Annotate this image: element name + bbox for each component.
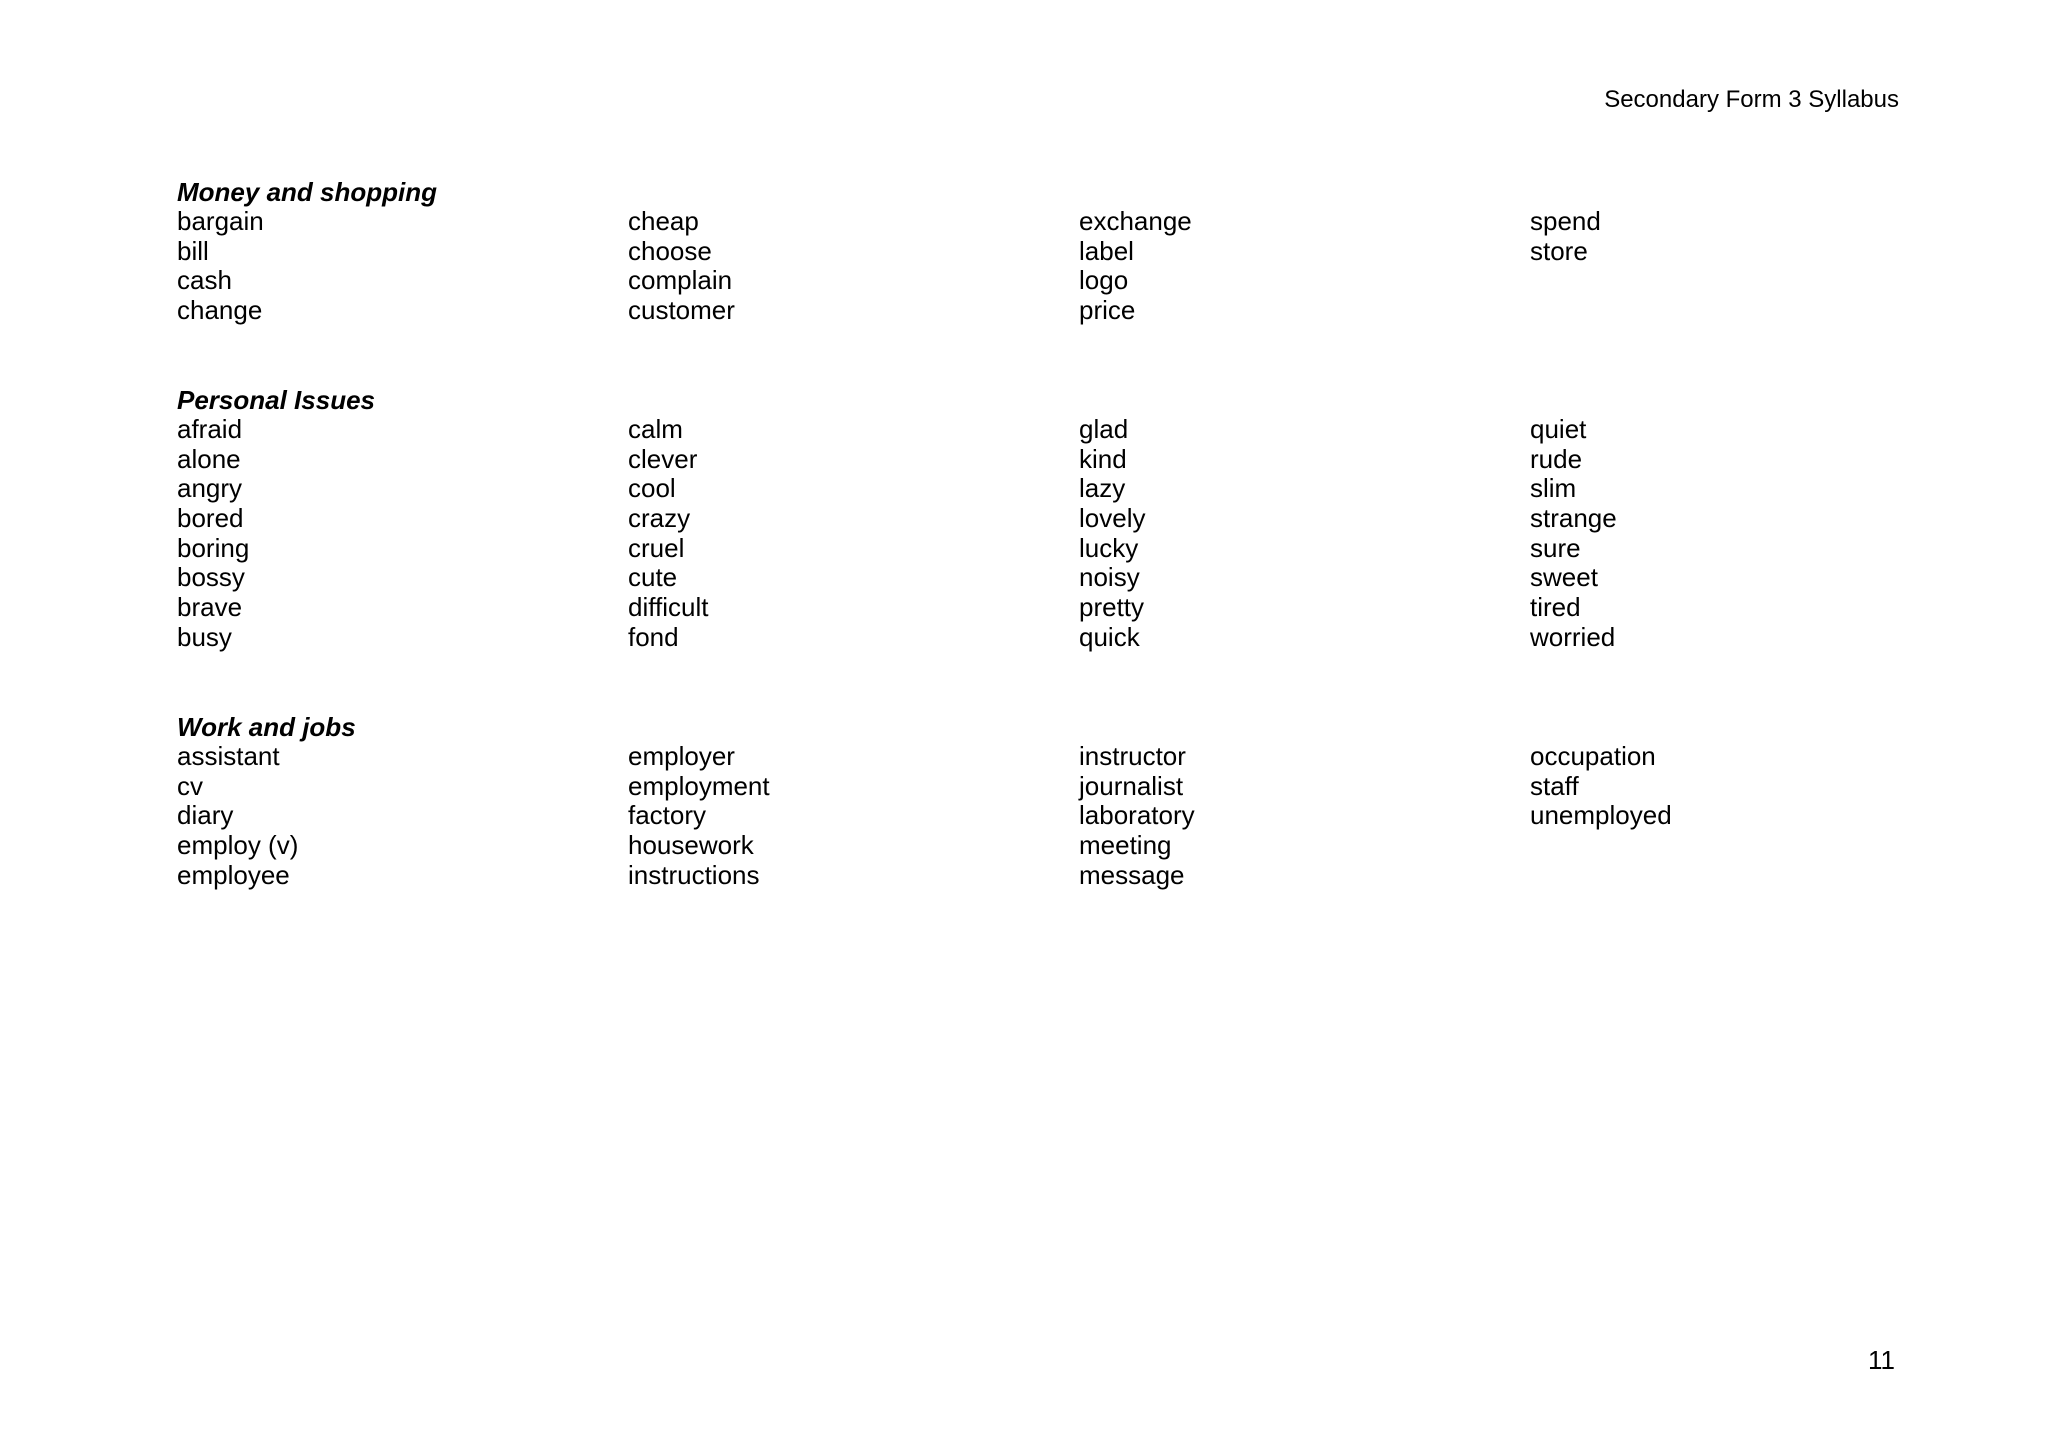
vocab-word: bill	[177, 235, 209, 266]
word-column	[177, 415, 617, 653]
vocab-word: spend	[1530, 206, 1601, 236]
vocab-word: fond	[628, 621, 679, 652]
word-column	[1530, 742, 1970, 831]
vocab-word: employee	[177, 859, 290, 890]
word-grid	[177, 742, 1977, 902]
vocab-word: factory	[628, 800, 707, 831]
vocab-word: worried	[1530, 621, 1616, 652]
vocab-word: instructor	[1079, 741, 1186, 771]
vocab-word: complain	[628, 265, 733, 296]
vocab-word: cv	[177, 770, 203, 801]
vocab-word: brave	[177, 592, 243, 623]
vocab-word: difficult	[628, 592, 709, 623]
vocab-word: afraid	[177, 414, 243, 444]
vocab-word: bargain	[177, 206, 264, 236]
section-heading: Work and jobs	[177, 712, 356, 742]
vocab-word: price	[1079, 295, 1136, 326]
word-column	[1079, 415, 1519, 653]
section-heading: Personal Issues	[177, 385, 375, 415]
vocab-word: sure	[1530, 532, 1581, 563]
vocab-word: meeting	[1079, 830, 1172, 861]
vocab-word: lazy	[1079, 473, 1126, 504]
vocab-word: occupation	[1530, 741, 1656, 771]
vocab-word: alone	[177, 443, 241, 474]
vocab-word: rude	[1530, 443, 1583, 474]
page-number: 11	[1868, 1345, 1895, 1375]
vocab-word: journalist	[1079, 770, 1184, 801]
vocab-word: busy	[177, 621, 232, 652]
vocab-word: bored	[177, 503, 244, 534]
vocab-word: cash	[177, 265, 232, 296]
vocab-word: glad	[1079, 414, 1129, 444]
running-header: Secondary Form 3 Syllabus	[1604, 86, 1899, 113]
vocab-word: choose	[628, 235, 712, 266]
vocab-word: employer	[628, 741, 735, 771]
vocab-word: lucky	[1079, 532, 1139, 563]
word-column	[1079, 207, 1519, 326]
vocab-word: logo	[1079, 265, 1129, 296]
vocab-word: clever	[628, 443, 698, 474]
vocab-word: sweet	[1530, 562, 1598, 593]
vocab-word: employment	[628, 770, 770, 801]
vocab-word: cool	[628, 473, 676, 504]
section-money-and-shopping	[177, 177, 1977, 367]
word-column	[628, 742, 1068, 890]
vocab-word: quiet	[1530, 414, 1587, 444]
vocab-word: store	[1530, 235, 1588, 266]
vocab-word: label	[1079, 235, 1134, 266]
vocab-word: noisy	[1079, 562, 1140, 593]
vocab-word: housework	[628, 830, 754, 861]
vocab-word: bossy	[177, 562, 245, 593]
word-column	[1530, 415, 1970, 653]
vocab-word: diary	[177, 800, 234, 831]
vocab-word: unemployed	[1530, 800, 1672, 831]
vocab-word: quick	[1079, 621, 1140, 652]
vocab-word: strange	[1530, 503, 1617, 534]
word-column	[177, 207, 617, 326]
vocab-word: laboratory	[1079, 800, 1195, 831]
word-grid	[177, 207, 1977, 367]
section-personal-issues	[177, 385, 1977, 655]
vocab-word: employ (v)	[177, 830, 299, 861]
vocab-word: crazy	[628, 503, 691, 534]
word-column	[177, 742, 617, 890]
section-work-and-jobs	[177, 712, 1977, 902]
vocab-word: pretty	[1079, 592, 1145, 623]
vocab-word: message	[1079, 859, 1185, 890]
word-column	[1079, 742, 1519, 890]
vocab-word: angry	[177, 473, 243, 504]
word-column	[628, 415, 1068, 653]
vocab-word: staff	[1530, 770, 1579, 801]
word-column	[1530, 207, 1970, 266]
vocab-word: slim	[1530, 473, 1577, 504]
vocab-word: boring	[177, 532, 250, 563]
vocab-word: change	[177, 295, 263, 326]
vocab-word: kind	[1079, 443, 1127, 474]
vocab-word: tired	[1530, 592, 1581, 623]
section-heading: Money and shopping	[177, 177, 437, 207]
vocab-word: lovely	[1079, 503, 1146, 534]
vocab-word: cruel	[628, 532, 685, 563]
vocab-word: assistant	[177, 741, 280, 771]
vocab-word: cute	[628, 562, 678, 593]
vocab-word: instructions	[628, 859, 760, 890]
word-column	[628, 207, 1068, 326]
vocab-word: calm	[628, 414, 683, 444]
word-grid	[177, 415, 1977, 655]
vocab-word: exchange	[1079, 206, 1192, 236]
vocab-word: customer	[628, 295, 735, 326]
vocab-word: cheap	[628, 206, 699, 236]
